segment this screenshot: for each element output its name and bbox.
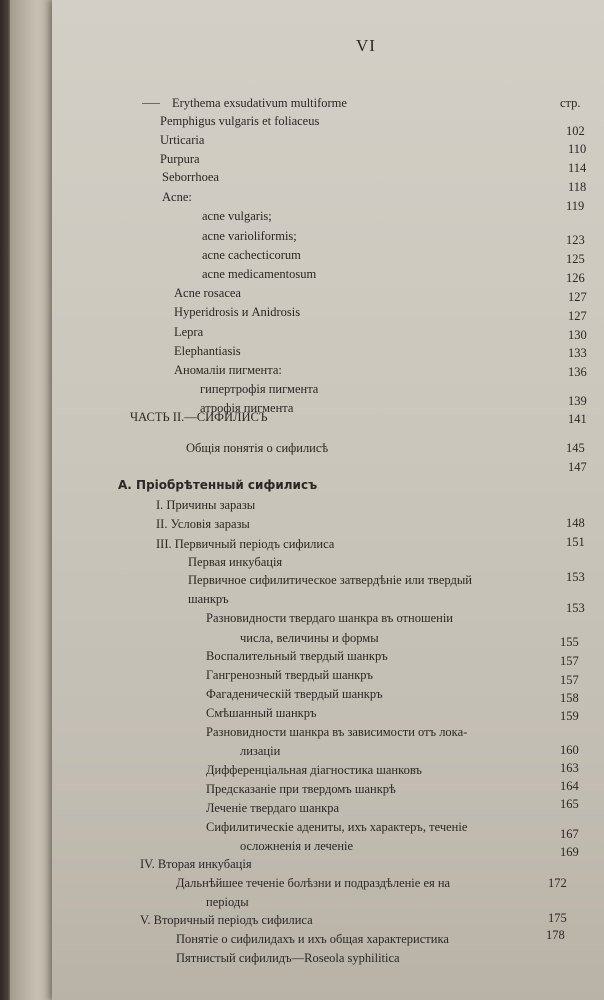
toc-entry-label: Lepra [174,325,204,339]
toc-entry-label: ЧАСТЬ II.—СИФИЛИСЪ [130,410,268,424]
toc-entry-label: Purpura [160,152,200,166]
toc-entry-label: гипертрофiя пигмента [200,382,319,396]
toc-entry-page: 157 [560,673,579,687]
toc-entry-label: Смѣшанный шанкръ [206,706,317,720]
toc-entry-page: 153 [566,601,585,615]
toc-entry-label: Urticaria [160,133,205,147]
toc-entry-label: IV. Вторая инкубацiя [140,857,252,871]
toc-entry-page: 165 [560,797,579,811]
toc-entry-page: 159 [560,709,579,723]
toc-entry-label: Фагаденическiй твердый шанкръ [206,687,383,701]
toc-entry-label: Разновидности твердаго шанкра въ отношенiи [206,611,453,625]
toc-entry-label: Сифилитическiе адениты, ихъ характеръ, теченiе [206,820,468,834]
toc-entry-label: А. Прiобрѣтенный сифилисъ [118,478,318,492]
toc-entry-page: 155 [560,635,579,649]
toc-entry-label: осложненiя и леченiе [240,839,354,853]
toc-entry-page: 102 [566,124,585,138]
toc-entry-label: Первая инкубацiя [188,555,283,569]
toc-entry-page: 145 [566,441,585,455]
toc-entry-label: Пятнистый сифилидъ—Roseola syphilitica [176,951,400,965]
toc-entry-label: II. Условiя заразы [156,517,250,531]
toc-entry-page: 164 [560,779,579,793]
toc-entry-page: 139 [568,394,587,408]
toc-entry-page: 114 [568,161,587,175]
toc-entry-label: Аномалiи пигмента: [174,363,282,377]
toc-entry-label: Acne: [162,190,192,204]
toc-entry-label: Воспалительный твердый шанкръ [206,649,388,663]
toc-entry-label: Гангренозный твердый шанкръ [206,668,374,682]
toc-entry-label: Elephantiasis [174,344,241,358]
toc-entry-label: Разновидности шанкра въ зависимости отъ лока- [206,725,468,739]
toc-entry-label: Дифференцiальная дiагностика шанковъ [206,763,422,777]
toc-entry-label: Общiя понятiя о сифилисѣ [186,441,329,455]
toc-entry-label: Дальнѣйшее теченiе болѣзни и подраздѣленiе ея на [176,876,451,890]
toc-entry-page: 110 [568,142,587,156]
toc-entry-label: Предсказанiе при твердомъ шанкрѣ [206,782,396,796]
toc-entry-label: acne medicamentosum [202,267,317,281]
toc-entry-label: числа, величины и формы [240,631,379,645]
toc-entry-page: 130 [568,328,587,342]
toc-entry-page: 148 [566,516,585,530]
toc-entry-page: 123 [566,233,585,247]
toc-entry-label: acne vulgaris; [202,209,272,223]
toc-entry-page: 118 [568,180,587,194]
toc-entry-label: перiоды [206,895,249,909]
toc-entry-page: 157 [560,654,579,668]
toc-entry-page: 126 [566,271,585,285]
toc-entry-label: Леченiе твердаго шанкра [206,801,340,815]
toc-entry-label: acne varioliformis; [202,229,297,243]
toc-entry-page: 153 [566,570,585,584]
toc-entry-page: 147 [568,460,587,474]
toc-entry-page: 175 [548,911,567,925]
toc-entry-label: Первичное сифилитическое затвердѣнiе или твердый [188,573,472,587]
toc-entry-label: Seborrhoea [162,170,219,184]
toc-entry-label: Erythema exsudativum multiforme [172,96,347,110]
toc-entry-page: стр. [560,96,581,110]
toc-entry-page: 169 [560,845,579,859]
toc-entry-page: 163 [560,761,579,775]
toc-entry-page: 136 [568,365,587,379]
toc-entry-page: 151 [566,535,585,549]
toc-entry-label: Понятiе о сифилидахъ и ихъ общая характеристика [176,932,449,946]
toc-entry-label: Pemphigus vulgaris et foliaceus [160,114,320,128]
toc-entry-label: Acne rosacea [174,286,241,300]
toc-entry-label: лизацiи [240,744,281,758]
toc-entry-page: 125 [566,252,585,266]
toc-entry-label: атрофiя пигмента [200,401,294,415]
toc-entry-label: I. Причины заразы [156,498,256,512]
toc-entry-page: 172 [548,876,567,890]
toc-entry-label: шанкръ [188,592,229,606]
toc-entry-page: 158 [560,691,579,705]
toc-entry-label: V. Вторичный перiодъ сифилиса [140,913,313,927]
adjacent-page-edge [10,0,54,1000]
toc-entry-label: Hyperidrosis и Anidrosis [174,305,301,319]
toc-entry-page: 119 [566,199,585,213]
toc-entry-label: III. Первичный перiодъ сифилиса [156,537,335,551]
entry-dash [142,103,160,104]
toc-entry-page: 127 [568,309,587,323]
toc-entry-page: 167 [560,827,579,841]
toc-entry-page: 127 [568,290,587,304]
toc-entry-page: 160 [560,743,579,757]
page-header: VI [356,36,376,55]
toc-entry-label: acne cachecticorum [202,248,301,262]
toc-entry-page: 141 [568,412,587,426]
toc-entry-page: 178 [546,928,565,942]
toc-entry-page: 133 [568,346,587,360]
